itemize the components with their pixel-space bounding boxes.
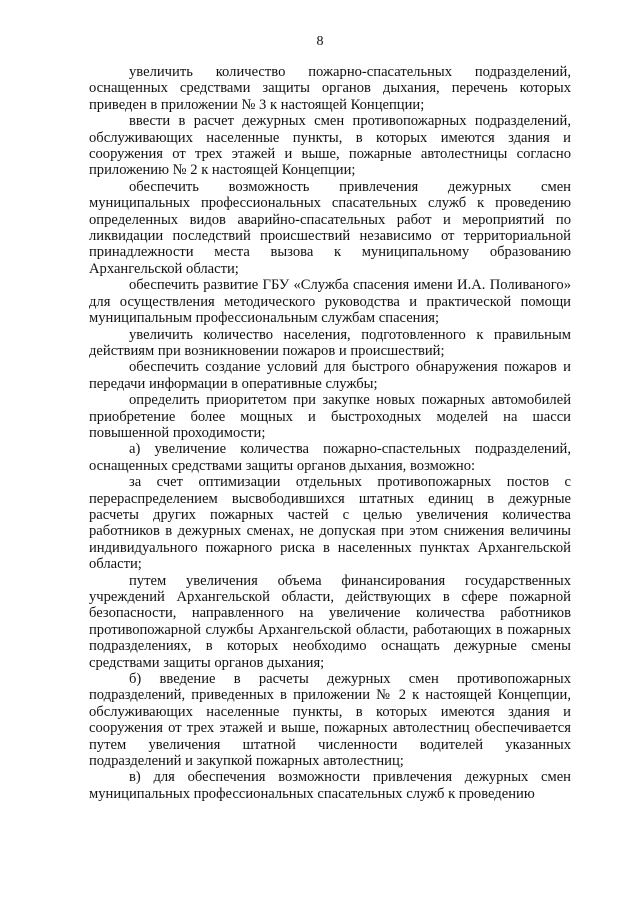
paragraph: б) введение в расчеты дежурных смен противопожарных подразделений, приведенных в приложении № 2 к настоящей Концепции, обслуживающих населенные пункты, в которых имеются здания и сооружения от трех этажей и выше, пожарных автолестниц обеспечивается путем увеличения штатной численности водителей указанных подразделений и закупкой пожарных автолестниц; [89, 671, 571, 770]
paragraph: определить приоритетом при закупке новых пожарных автомобилей приобретение более мощных и быстроходных моделей на шасси повышенной проходимости; [89, 392, 571, 441]
paragraph: за счет оптимизации отдельных противопожарных постов с перераспределением высвободившихся штатных единиц в дежурные расчеты других пожарных частей с целью увеличения количества работников в дежурных сменах, не допуская при этом снижения величины индивидуального пожарного риска в населенных пунктах Архангельской области; [89, 474, 571, 573]
paragraph: обеспечить возможность привлечения дежурных смен муниципальных профессиональных спасательных служб к проведению определенных видов аварийно-спасательных работ и мероприятий по ликвидации последствий происшествий независимо от территориальной принадлежности места вызова к муниципальному образованию Архангельской области; [89, 178, 571, 277]
paragraph: обеспечить создание условий для быстрого обнаружения пожаров и передачи информации в оперативные службы; [89, 359, 571, 392]
paragraph: ввести в расчет дежурных смен противопожарных подразделений, обслуживающих населенные пункты, в которых имеются здания и сооружения от трех этажей и выше, пожарные автолестницы согласно приложению № 2 к настоящей Концепции; [89, 113, 571, 179]
paragraph: увеличить количество населения, подготовленного к правильным действиям при возникновении пожаров и происшествий; [89, 326, 571, 359]
paragraph: увеличить количество пожарно-спасательных подразделений, оснащенных средствами защиты органов дыхания, перечень которых приведен в приложении № 3 к настоящей Концепции; [89, 64, 571, 113]
paragraph: путем увеличения объема финансирования государственных учреждений Архангельской области, действующих в сфере пожарной безопасности, направленного на увеличение количества работников противопожарной службы Архангельской области, работающих в пожарных подразделениях, в которых необходимо оснащать дежурные смены средствами защиты органов дыхания; [89, 572, 571, 671]
paragraph: а) увеличение количества пожарно-спастельных подразделений, оснащенных средствами защиты органов дыхания, возможно: [89, 441, 571, 474]
paragraph: в) для обеспечения возможности привлечения дежурных смен муниципальных профессиональных спасательных служб к проведению [89, 769, 571, 802]
page-number: 8 [316, 34, 324, 49]
document-body [89, 64, 571, 802]
paragraph: обеспечить развитие ГБУ «Служба спасения имени И.А. Поливаного» для осуществления методического руководства и практической помощи муниципальным профессиональным службам спасения; [89, 277, 571, 327]
